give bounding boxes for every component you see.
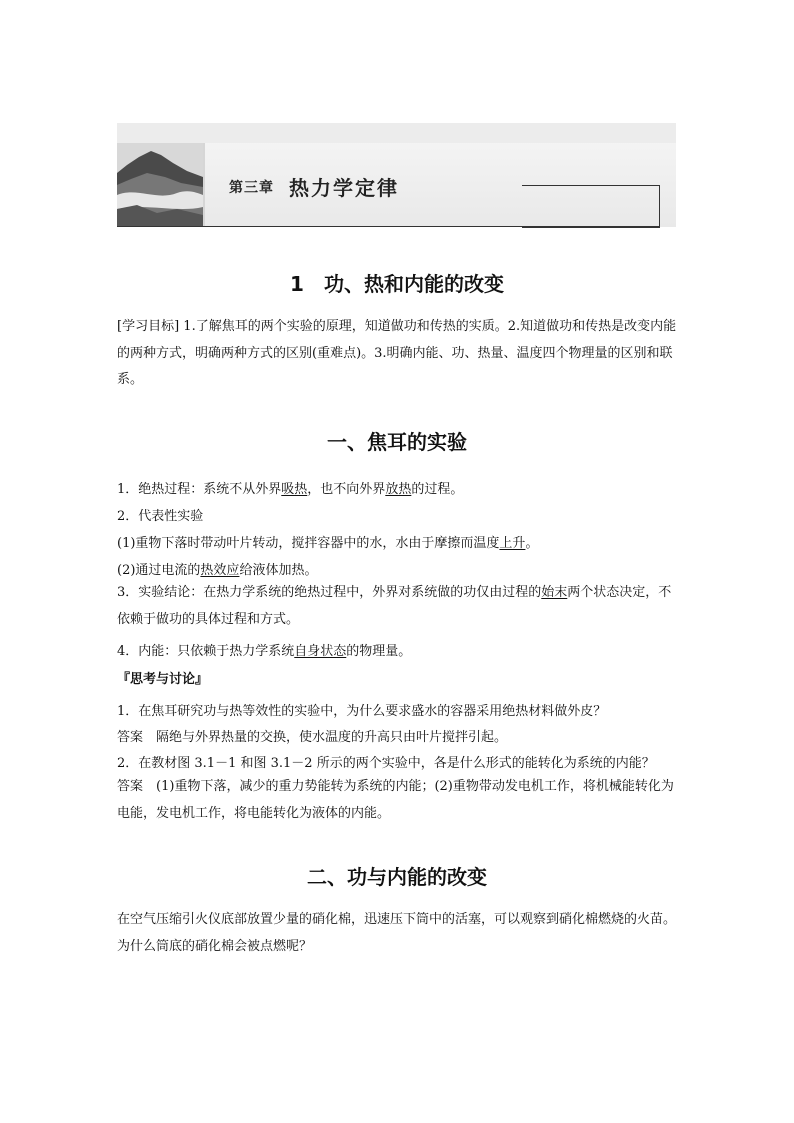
section-2-title: 二、功与内能的改变: [307, 865, 487, 889]
section-1-item-2a: (1)重物下落时带动叶片转动，搅拌容器中的水，水由于摩擦而温度上升。: [117, 536, 539, 551]
section-1-item-2b: (2)通过电流的热效应给液体加热。: [117, 563, 318, 578]
discussion-question-2: 2．在教材图 3.1－1 和图 3.1－2 所示的两个实验中，各是什么形式的能转化为系统的内能？: [117, 756, 655, 771]
lesson-title: 1 功、热和内能的改变: [290, 272, 504, 296]
section-1-item-1: 1．绝热过程：系统不从外界吸热，也不向外界放热的过程。: [117, 482, 464, 497]
objectives-text: 1.了解焦耳的两个实验的原理，知道做功和传热的实质。2.知道做功和传热是改变内能的两种方式，明确两种方式的区别(重难点)。3.明确内能、功、热量、温度四个物理量的区别和联系。: [117, 319, 677, 387]
banner-frame-line: [522, 185, 660, 228]
answer-label: 答案: [117, 779, 144, 794]
section-1-item-2: 2．代表性实验: [117, 509, 204, 524]
banner-top-band: [117, 123, 676, 143]
banner-bottom-rule: [117, 226, 659, 227]
discussion-answer-2: 答案 (1)重物下落，减少的重力势能转为系统的内能；(2)重物带动发电机工作，将机械能转化为电能，发电机工作，将电能转化为液体的内能。: [117, 779, 674, 821]
discussion-answer-1: 答案 隔绝与外界热量的交换，使水温度的升高只由叶片搅拌引起。: [117, 730, 508, 745]
chapter-label: 第三章: [229, 180, 274, 196]
section-2-text: 在空气压缩引火仪底部放置少量的硝化棉，迅速压下筒中的活塞，可以观察到硝化棉燃烧的火苗。为什么筒底的硝化棉会被点燃呢？: [117, 912, 677, 954]
answer-label: 答案: [117, 730, 144, 745]
discussion-heading: 『思考与讨论』: [117, 672, 209, 687]
chapter-title: 热力学定律: [289, 176, 399, 200]
objectives-tag: [学习目标]: [117, 319, 180, 334]
learning-objectives: [117, 314, 679, 394]
mountain-landscape-image: [117, 143, 203, 227]
section-1-title: 一、焦耳的实验: [327, 430, 467, 454]
section-1-item-4: 4．内能：只依赖于热力学系统自身状态的物理量。: [117, 644, 412, 659]
discussion-question-1: 1．在焦耳研究功与热等效性的实验中，为什么要求盛水的容器采用绝热材料做外皮？: [117, 704, 607, 719]
section-1-item-3: 3．实验结论：在热力学系统的绝热过程中，外界对系统做的功仅由过程的始末两个状态决定，不依赖于做功的具体过程和方式。: [117, 585, 672, 627]
